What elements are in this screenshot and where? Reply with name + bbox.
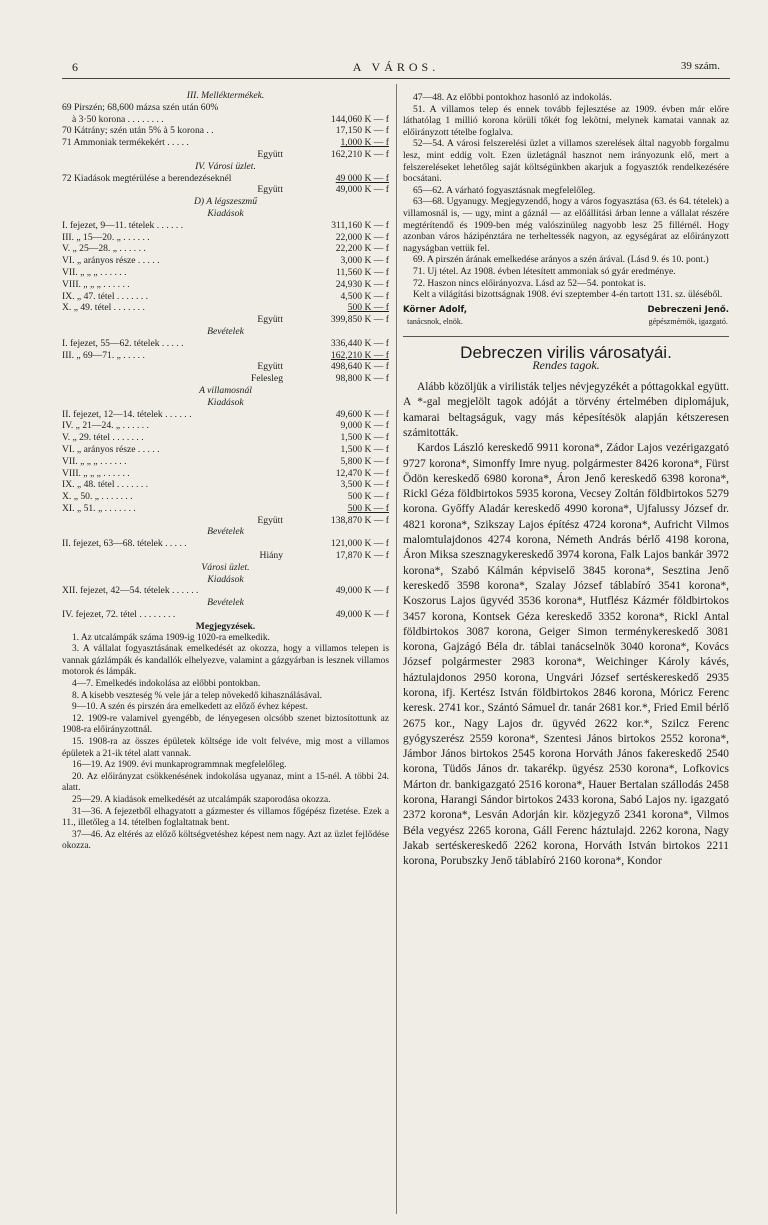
row-amount: 311,160 K — f [331, 219, 389, 231]
row-amount: 22,000 K — f [335, 231, 389, 243]
table-row [62, 491, 389, 503]
paragraph: 65—62. A várható fogyasztásnak megfelelőleg. [413, 184, 596, 196]
row-amount: 5,800 K — f [340, 455, 389, 467]
paragraph: 25—29. A kiadások emelkedését az utcalámpák szaporodása okozza. [72, 794, 331, 805]
table-total-row [62, 361, 389, 373]
director-role: gépészmérnök, igazgató. [648, 317, 728, 327]
row-amount: 121,000 K — f [330, 538, 389, 550]
table-row [62, 420, 389, 432]
paragraph: 16—19. Az 1909. évi munkaprogrammnak megfelelőleg. [72, 760, 287, 771]
row-amount: 1,500 K — f [340, 432, 389, 444]
row-amount: 49 000 K — f [335, 172, 389, 184]
table-total-row [62, 149, 389, 161]
byproduct-rows [62, 102, 389, 161]
gasworks-title: D) A légszeszmű [193, 196, 258, 208]
table-row [62, 479, 389, 491]
row-amount: 500 K — f [347, 302, 389, 314]
city-shop-expenses-heading: Kiadások [207, 573, 244, 585]
paragraph: Kelt a világítási bizottságnak 1908. évi szeptember 4-én tartott 131. sz. üléséből. [413, 289, 723, 301]
paragraph: 72. Haszon nincs előirányozva. Lásd az 52—54. pontokat is. [413, 277, 646, 289]
row-amount: 9,000 K — f [340, 420, 389, 432]
row-label: Együtt [257, 361, 283, 373]
column-separator [396, 84, 397, 1214]
row-label: I. fejezet, 55—62. tételek . . . . . [62, 337, 184, 349]
paragraph: 31—36. A fejezetből elhagyatott a gázmester és villamos főgépész fizetése. Ezek a 11., illetőleg a 14. tételben foglaltatnak bent. [62, 806, 389, 829]
row-label: V. „ 29. tétel . . . . . . . [62, 432, 144, 444]
row-amount: 98,800 K — f [335, 373, 389, 385]
city-shop-revenue-rows [62, 609, 389, 621]
row-amount: 3,000 K — f [340, 255, 389, 267]
article-body [403, 380, 729, 870]
paragraph: 12. 1909-re valamivel gyengébb, de lényegesen olcsóbb szenet biztosítottunk az 1908-ra előirányzottnál. [62, 713, 389, 736]
paragraph: 71. Uj tétel. Az 1908. évben létesített ammoniak só gyár eredménye. [413, 265, 676, 277]
paragraph: 63—68. Ugyanugy. Megjegyzendő, hogy a város fogyasztása (63. és 64. tételek) a villamosnál is, — ugy, mint a gáznál — az előállítási árban lenne a vállalat részére megtérítendő és 1909-ben még valószinüleg nagyobb lesz 25 fillérnél. Hogy azonban város házipénztára ne terheltessék nagyon, az egységárat az előirányzott nagyságban vettük fel. [403, 196, 729, 254]
row-amount: 144,060 K — f [330, 113, 389, 125]
city-business-rows [62, 173, 389, 197]
table-row [62, 444, 389, 456]
row-amount: 17,870 K — f [335, 550, 389, 562]
electric-title: A villamosnál [199, 384, 252, 396]
row-amount: 49,600 K — f [335, 408, 389, 420]
row-amount: 4,500 K — f [340, 290, 389, 302]
row-amount: 1,000 K — f [340, 137, 389, 149]
table-row [62, 102, 389, 114]
table-total-row [62, 314, 389, 326]
table-row [62, 538, 389, 550]
row-label: XI. „ 51. „ . . . . . . . [62, 502, 136, 514]
table-row [62, 302, 389, 314]
city-shop-revenue-heading: Bevételek [207, 597, 244, 609]
section-title-byproducts: III. Melléktermékek. [186, 90, 265, 101]
issue-number: 39 szám. [680, 60, 720, 72]
row-amount: 500 K — f [347, 491, 389, 503]
city-shop-title: Városi üzlet. [201, 561, 250, 573]
table-row [62, 137, 389, 149]
row-label: VIII. „ „ „ . . . . . . [62, 278, 130, 290]
row-label: Felesleg [251, 373, 283, 385]
signatures [403, 305, 729, 328]
section-title-city-business: IV. Városi üzlet. [195, 160, 256, 172]
row-amount: 12,470 K — f [335, 467, 389, 479]
row-label: 72 Kiadások megtérülése a berendezéseknél [62, 172, 232, 184]
electric-expenses-heading: Kiadások [207, 396, 244, 408]
publication-title: A VÁROS. [352, 60, 440, 74]
row-label: VI. „ arányos része . . . . . [62, 255, 160, 267]
paragraph: 3. A vállalat fogyasztásának emelkedését az okozza, hogy a villamos telepen is vannak gázlámpák és kandallók elhelyezve, valamint a gázgyárban is lesznek villamos motorok és lámpák. [62, 644, 389, 678]
paragraph: 37—46. Az eltérés az előző költségvetéshez képest nem nagy. Azt az üzlet fejlődése okozza. [62, 829, 389, 852]
table-row [62, 232, 389, 244]
electric-revenue-rows [62, 538, 389, 562]
notes-list [62, 633, 389, 853]
page-number: 6 [72, 60, 78, 74]
chair-name: Körner Adolf, [403, 304, 468, 315]
row-amount: 17,150 K — f [335, 125, 389, 137]
table-total-row [62, 550, 389, 562]
row-label: Együtt [257, 184, 283, 196]
gasworks-revenue-heading: Bevételek [207, 325, 244, 337]
table-total-row [62, 373, 389, 385]
article-subtitle: Rendes tagok. [532, 358, 600, 373]
row-label: I. fejezet, 9—11. tételek . . . . . . [62, 219, 184, 231]
row-label: VI. „ arányos része . . . . . [62, 443, 160, 455]
row-amount: 3,500 K — f [340, 479, 389, 491]
row-label: VII. „ „ „ . . . . . . [62, 455, 127, 467]
row-amount: 162,210 K — f [330, 349, 389, 361]
row-label: X. „ 49. tétel . . . . . . . [62, 302, 145, 314]
article-intro: Alább közöljük a virilisták teljes névjegyzékét a póttagokkal együtt. A *-gal megjelölt tagok adóját a törvény értelmében diplomájuk, kamarai beltagságuk, vagy más képesítésök alapján kétszeresen számitották. [403, 381, 729, 439]
row-label: X. „ 50. „ . . . . . . . [62, 491, 133, 503]
row-amount: 49,000 K — f [335, 184, 389, 196]
signature-chair [403, 305, 467, 328]
row-amount [289, 102, 389, 114]
row-label: Hiány [259, 550, 283, 562]
row-label: 69 Pirszén; 68,600 mázsa szén után 60% [62, 101, 219, 113]
table-total-row [62, 515, 389, 527]
row-label: II. fejezet, 63—68. tételek . . . . . [62, 538, 187, 550]
electric-revenue-heading: Bevételek [207, 526, 244, 538]
table-row [62, 338, 389, 350]
row-label: Együtt [257, 514, 283, 526]
article-title: Debreczen virilis városatyái. [460, 342, 672, 362]
row-label: V. „ 25—28. „ . . . . . . [62, 243, 146, 255]
gasworks-expenses-heading: Kiadások [207, 207, 244, 219]
gasworks-expense-rows [62, 220, 389, 326]
table-row [62, 503, 389, 515]
row-amount: 49,000 K — f [335, 585, 389, 597]
notes-continued [403, 92, 729, 301]
table-row [62, 432, 389, 444]
row-label: III. „ 15—20. „ . . . . . . [62, 231, 150, 243]
notes-title: Megjegyzések. [195, 620, 256, 632]
table-row [62, 279, 389, 291]
row-label: IX. „ 48. tétel . . . . . . . [62, 479, 149, 491]
row-amount: 11,560 K — f [336, 266, 389, 278]
row-label: IX. „ 47. tétel . . . . . . . [62, 290, 149, 302]
row-label: VII. „ „ „ . . . . . . [62, 266, 127, 278]
article-member-list: Kardos László kereskedő 9911 korona*, Zádor Lajos vezérigazgató 9727 korona*, Simonffy Imre nyug. polgármester 8426 korona*, Fürst Ödön kereskedő 6980 korona*, Áron Jenő kereskedő 6398 korona*, Rickl Géza földbirtokos 5935 korona, Vecsey Zoltán földbirtokos 5279 korona. Győffy Aladár kereskedő 4990 korona*, Ujfalussy József dr. 4821 korona*, Szikszay Lajos építész 4724 korona*, Aufricht Vilmos malomtulajdonos 4274 korona, Németh András bérlő 4198 korona, Áron Miksa szesznagykereskedő 3974 korona, Falk Lajos bankár 3972 korona*, Szabó Kálmán képviselő 3845 korona*, Sesztina Jenő kereskedő 3598 korona*, Szalay József táblabíró 3541 korona*, Koszorus Lajos ügyvéd 3536 korona*, Hutflész Kázmér földbirtokos 3457 korona, Kontsek Géza kereskedő 3352 korona*, Rickl Antal földbirtokos 3087 korona, Geiger Simon terménykereskedő 3081 korona, Gajzágó Béla dr. táblai tanácselnök 3040 korona*, Kovács József polgármester 2983 korona*, Weichinger Károly kávés, háztulajdonos 2950 korona, Ungvári József sertéskereskedő 2935 korona, ifj. Kertész István földbirtokos 2846 korona, Móricz Ferenc keresk. 2741 kor., Szántó Sámuel dr. tanár 2681 kor.*, Fried Emil bérlő 2675 kor., Nagy Lajos dr. ügyvéd 2622 kor.*, Szilcz Ferenc gyógyszerész 2559 korona*, Szentesi János birtokos 2552 korona*, Jámbor János birtokos 2545 korona Horváth János fakereskedő 2540 korona, Tüdős János dr. takarékp. ügyész 2530 korona*, Lofkovics Márton dr. bankigazgató 2516 korona*, Hauer Bertalan szállodás 2458 korona, Harangi Sándor birtokos 2433 korona, Sabó Lajos ny. igazgató 2372 korona*, Lesván Adorján kir. közjegyző 2341 korona*, Vilmos Béla vegyész 2265 korona, Gáll Ferenc háztulajd. 2262 korona, Nagy Jakab sertéskereskedő 2262 korona, Horváth István birtokos 2211 korona, Porubszky Jenő táblabíró 2160 korona*, Kondor [403, 442, 729, 868]
paragraph: 20. Az előirányzat csökkenésének indokolása ugyanaz, mint a 15-nél. A többi 24. alatt. [62, 771, 389, 794]
paragraph: 1. Az utcalámpák száma 1909-ig 1020-ra emelkedik. [72, 632, 270, 643]
paragraph: 15. 1908-ra az összes épületek költsége ide volt felvéve, mig most a villamos épületek a 21-ik tétel alatt vannak. [62, 737, 389, 759]
paragraph: 69. A pirszén árának emelkedése arányos a szén árával. (Lásd 9. és 10. pont.) [413, 254, 709, 266]
table-row [62, 125, 389, 137]
row-label: VIII. „ „ „ . . . . . . [62, 467, 130, 479]
left-column [62, 90, 389, 853]
signature-director [648, 305, 729, 328]
row-amount: 49,000 K — f [335, 609, 389, 621]
page-header [62, 58, 730, 79]
row-amount: 1,500 K — f [340, 443, 389, 455]
row-amount: 22,200 K — f [335, 243, 389, 255]
row-label: IV. „ 21—24. „ . . . . . . [62, 420, 149, 432]
row-amount: 138,870 K — f [330, 514, 389, 526]
electric-expense-rows [62, 409, 389, 527]
row-amount: 162,210 K — f [330, 148, 389, 160]
table-row [62, 114, 389, 126]
chair-role: tanácsnok, elnök. [407, 317, 463, 327]
row-amount: 24,930 K — f [335, 278, 389, 290]
right-column [403, 92, 729, 870]
article-divider [403, 336, 729, 337]
row-label: IV. fejezet, 72. tétel . . . . . . . . [62, 609, 176, 621]
table-row [62, 409, 389, 421]
director-name: Debreczeni Jenő. [647, 304, 729, 315]
row-amount: 500 K — f [347, 502, 389, 514]
table-row [62, 220, 389, 232]
table-row [62, 468, 389, 480]
row-label: 71 Ammoniak termékekért . . . . . [62, 137, 189, 149]
table-row [62, 243, 389, 255]
table-row [62, 267, 389, 279]
city-shop-expense-rows [62, 585, 389, 597]
row-label: Együtt [257, 314, 283, 326]
row-label: à 3·50 korona . . . . . . . . [72, 113, 164, 125]
paragraph: 51. A villamos telep és ennek tovább fejlesztése az 1909. évben már előre láthatólag 1 millió korona körüli tőkét fog lekötni, melynek kamatai vannak az előirányzott tételbe foglalva. [403, 103, 729, 138]
table-row [62, 350, 389, 362]
gasworks-revenue-rows [62, 338, 389, 385]
row-label: XII. fejezet, 42—54. tételek . . . . . . [62, 585, 199, 597]
row-label: 70 Kátrány; szén után 5% à 5 korona . . [62, 125, 214, 137]
paragraph: 47—48. Az előbbi pontokhoz hasonló az indokolás. [413, 92, 612, 103]
paragraph: 8. A kisebb veszteség % vele jár a telep növekedő kihasználásával. [72, 690, 322, 701]
row-label: III. „ 69—71. „ . . . . . [62, 349, 145, 361]
paragraph: 52—54. A városi felszerelési üzlet a villamos szerelések által nagyobb forgalmu lesz, mint eddig volt. Ezen üzletágnál hasznot nem irányozunk elő, mert a felszereléseket lehetőleg saját költségünkben akarjuk a fogyasztók rendelkezésére bocsátani. [403, 138, 729, 185]
table-row [62, 456, 389, 468]
paragraph: 9—10. A szén és pirszén ára emelkedett az előző évhez képest. [72, 702, 308, 713]
table-row [62, 255, 389, 267]
row-amount: 336,440 K — f [330, 337, 389, 349]
table-row [62, 173, 389, 185]
paragraph: 4—7. Emelkedés indokolása az előbbi pontokban. [72, 679, 261, 690]
table-total-row [62, 184, 389, 196]
row-amount: 498,640 K — f [330, 361, 389, 373]
row-amount: 399,850 K — f [330, 314, 389, 326]
row-label: Együtt [257, 148, 283, 160]
table-row [62, 585, 389, 597]
table-row [62, 291, 389, 303]
table-row [62, 609, 389, 621]
row-label: II. fejezet, 12—14. tételek . . . . . . [62, 408, 192, 420]
